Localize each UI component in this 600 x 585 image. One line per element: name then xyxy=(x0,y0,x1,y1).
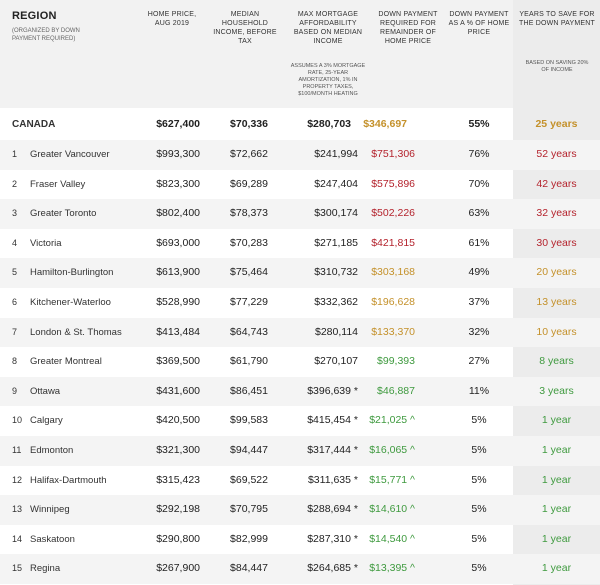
income-cell: $94,447 xyxy=(230,444,268,456)
row-number: 11 xyxy=(12,445,22,455)
income-cell: $72,662 xyxy=(230,148,268,160)
down-payment-cell: $46,887 xyxy=(377,384,415,397)
home-price-cell: $613,900 xyxy=(156,266,200,279)
down-payment-cell: $421,815 xyxy=(371,236,415,249)
table-row-canada xyxy=(0,110,600,140)
region-name: CANADA xyxy=(12,119,56,130)
years-header: YEARS TO SAVE FOR THE DOWN PAYMENT xyxy=(518,11,596,27)
home-price-cell: $627,400 xyxy=(156,118,200,130)
home-price-cell: $802,400 xyxy=(156,207,200,220)
pct-cell: 5% xyxy=(471,503,487,516)
pct-cell: 49% xyxy=(468,266,490,279)
down-payment-cell: $99,393 xyxy=(377,355,415,368)
row-number: 13 xyxy=(12,504,23,515)
home-price-cell: $315,423 xyxy=(156,473,200,486)
mortgage-cell: $280,703 xyxy=(307,118,351,130)
down-payment-cell: $751,306 xyxy=(371,148,415,160)
table-row xyxy=(0,495,600,525)
region-name: Saskatoon xyxy=(30,533,75,545)
region-name: Edmonton xyxy=(30,445,74,456)
pct-cell: 11% xyxy=(468,384,490,397)
mortgage-cell: $317,444 * xyxy=(307,444,358,456)
years-cell: 1 year xyxy=(541,532,572,545)
pct-header: DOWN PAYMENT AS A % OF HOME PRICE xyxy=(448,11,510,36)
years-cell: 20 years xyxy=(536,266,577,279)
pct-cell: 70% xyxy=(468,177,490,190)
mortgage-cell: $332,362 xyxy=(314,296,358,308)
pct-cell: 5% xyxy=(471,444,487,456)
table-row xyxy=(0,229,600,259)
income-cell: $61,790 xyxy=(230,355,268,368)
mortgage-cell: $264,685 * xyxy=(307,562,358,575)
region-name: Kitchener-Waterloo xyxy=(30,297,111,308)
income-cell: $64,743 xyxy=(230,325,268,338)
row-number: 3 xyxy=(12,208,18,219)
income-cell: $86,451 xyxy=(230,384,268,397)
years-note: BASED ON SAVING 20% OF INCOME xyxy=(525,60,589,73)
income-cell: $78,373 xyxy=(230,207,268,220)
income-cell: $69,289 xyxy=(230,177,268,190)
home-price-cell: $413,484 xyxy=(156,325,200,338)
income-cell: $70,336 xyxy=(230,118,268,130)
years-cell: 10 years xyxy=(536,325,577,338)
table-row xyxy=(0,406,600,436)
table-row xyxy=(0,288,600,318)
income-cell: $70,283 xyxy=(230,236,268,249)
years-cell: 8 years xyxy=(539,355,574,368)
down-payment-cell: $13,395 ^ xyxy=(369,562,415,575)
row-number: 8 xyxy=(12,356,18,367)
home-price-cell: $369,500 xyxy=(156,355,200,368)
mortgage-cell: $311,635 * xyxy=(307,473,358,486)
row-number: 12 xyxy=(12,474,23,485)
down-payment-cell: $502,226 xyxy=(371,207,415,220)
table-row xyxy=(0,347,600,377)
mortgage-cell: $247,404 xyxy=(314,177,358,190)
home-price-cell: $528,990 xyxy=(156,296,200,308)
down-payment-cell: $14,540 ^ xyxy=(369,532,415,545)
years-cell: 1 year xyxy=(541,414,572,427)
income-cell: $69,522 xyxy=(230,473,268,486)
down-payment-cell: $21,025 ^ xyxy=(369,414,415,427)
region-name: Victoria xyxy=(30,237,62,249)
region-name: Fraser Valley xyxy=(30,178,86,190)
years-cell: 3 years xyxy=(539,384,574,397)
mortgage-cell: $287,310 * xyxy=(307,532,358,545)
down-payment-cell: $14,610 ^ xyxy=(369,503,415,516)
pct-cell: 55% xyxy=(468,118,490,130)
table-row xyxy=(0,318,600,348)
region-subheader: (ORGANIZED BY DOWN PAYMENT REQUIRED) xyxy=(12,28,80,42)
row-number: 14 xyxy=(12,533,23,544)
region-name: Regina xyxy=(30,563,61,575)
pct-cell: 76% xyxy=(468,148,490,160)
pct-cell: 37% xyxy=(468,296,490,308)
income-cell: $75,464 xyxy=(230,266,268,279)
mortgage-cell: $288,694 * xyxy=(307,503,358,516)
table-row xyxy=(0,140,600,170)
mortgage-cell: $280,114 xyxy=(314,325,358,338)
mortgage-cell: $271,185 xyxy=(314,236,358,249)
pct-cell: 5% xyxy=(471,473,487,486)
pct-cell: 63% xyxy=(468,207,490,220)
region-name: Ottawa xyxy=(30,385,61,397)
region-name: Greater Vancouver xyxy=(30,149,110,160)
pct-cell: 32% xyxy=(468,325,490,338)
years-cell: 30 years xyxy=(536,236,577,249)
row-number: 15 xyxy=(12,563,23,574)
mortgage-cell: $310,732 xyxy=(314,266,358,279)
down-payment-cell: $303,168 xyxy=(371,266,415,279)
income-cell: $70,795 xyxy=(230,503,268,516)
mortgage-cell: $300,174 xyxy=(314,207,358,220)
region-name: Greater Toronto xyxy=(30,208,97,220)
years-cell: 13 years xyxy=(536,296,577,308)
row-number: 5 xyxy=(12,267,18,278)
pct-cell: 61% xyxy=(468,236,490,249)
table-row xyxy=(0,436,600,466)
home-price-cell: $993,300 xyxy=(156,148,200,160)
home-price-header: HOME PRICE, AUG 2019 xyxy=(147,11,197,27)
down-payment-cell: $575,896 xyxy=(371,177,415,190)
mortgage-note: ASSUMES A 3% MORTGAGE RATE, 25-YEAR AMORTIZATION, 1% IN PROPERTY TAXES, $100/MONTH HEATING xyxy=(290,63,366,97)
years-cell: 32 years xyxy=(536,207,577,220)
down-payment-cell: $346,697 xyxy=(363,118,407,130)
income-cell: $99,583 xyxy=(230,414,268,427)
down-payment-cell: $133,370 xyxy=(371,325,415,338)
mortgage-cell: $241,994 xyxy=(314,148,358,160)
region-name: London & St. Thomas xyxy=(30,326,122,338)
row-number: 4 xyxy=(12,237,18,248)
mortgage-cell: $396,639 * xyxy=(307,384,358,397)
table-row xyxy=(0,554,600,584)
table-row xyxy=(0,199,600,229)
region-name: Calgary xyxy=(30,415,63,427)
years-cell: 1 year xyxy=(541,562,572,575)
years-cell: 25 years xyxy=(535,118,578,130)
years-cell: 52 years xyxy=(536,148,577,160)
years-cell: 1 year xyxy=(541,473,572,486)
income-header: MEDIAN HOUSEHOLD INCOME, BEFORE TAX xyxy=(213,11,277,45)
table-row xyxy=(0,170,600,200)
table-row xyxy=(0,258,600,288)
home-price-cell: $420,500 xyxy=(156,414,200,427)
home-price-cell: $292,198 xyxy=(156,503,200,516)
region-name: Hamilton-Burlington xyxy=(30,267,114,279)
row-number: 2 xyxy=(12,178,18,189)
years-cell: 42 years xyxy=(536,177,577,190)
pct-cell: 5% xyxy=(471,562,487,575)
home-price-cell: $267,900 xyxy=(156,562,200,575)
region-name: Winnipeg xyxy=(30,504,70,516)
down-payment-cell: $16,065 ^ xyxy=(369,444,415,456)
years-cell: 1 year xyxy=(541,444,572,456)
row-number: 7 xyxy=(12,326,18,337)
region-header: REGION xyxy=(12,10,57,22)
row-number: 9 xyxy=(12,385,18,396)
table-row xyxy=(0,525,600,555)
mortgage-header: MAX MORTGAGE AFFORDABILITY BASED ON MEDIAN INCOME xyxy=(293,11,363,45)
region-name: Halifax-Dartmouth xyxy=(30,474,107,486)
years-cell: 1 year xyxy=(541,503,572,516)
home-price-cell: $290,800 xyxy=(156,532,200,545)
home-price-cell: $321,300 xyxy=(156,444,200,456)
down-payment-cell: $196,628 xyxy=(371,296,415,308)
row-number: 10 xyxy=(12,415,23,426)
table-row xyxy=(0,466,600,496)
home-price-cell: $431,600 xyxy=(156,384,200,397)
pct-cell: 5% xyxy=(471,414,487,427)
row-number: 1 xyxy=(12,149,18,159)
table-row xyxy=(0,377,600,407)
down-payment-cell: $15,771 ^ xyxy=(369,473,415,486)
home-price-cell: $693,000 xyxy=(156,236,200,249)
pct-cell: 27% xyxy=(468,355,490,368)
home-price-cell: $823,300 xyxy=(156,177,200,190)
income-cell: $77,229 xyxy=(230,296,268,308)
mortgage-cell: $415,454 * xyxy=(307,414,358,427)
row-number: 6 xyxy=(12,297,18,307)
pct-cell: 5% xyxy=(471,532,487,545)
income-cell: $84,447 xyxy=(230,562,268,575)
income-cell: $82,999 xyxy=(230,532,268,545)
region-name: Greater Montreal xyxy=(30,356,102,368)
down-payment-header: DOWN PAYMENT REQUIRED FOR REMAINDER OF HOME PRICE xyxy=(378,11,438,45)
mortgage-cell: $270,107 xyxy=(314,355,358,368)
